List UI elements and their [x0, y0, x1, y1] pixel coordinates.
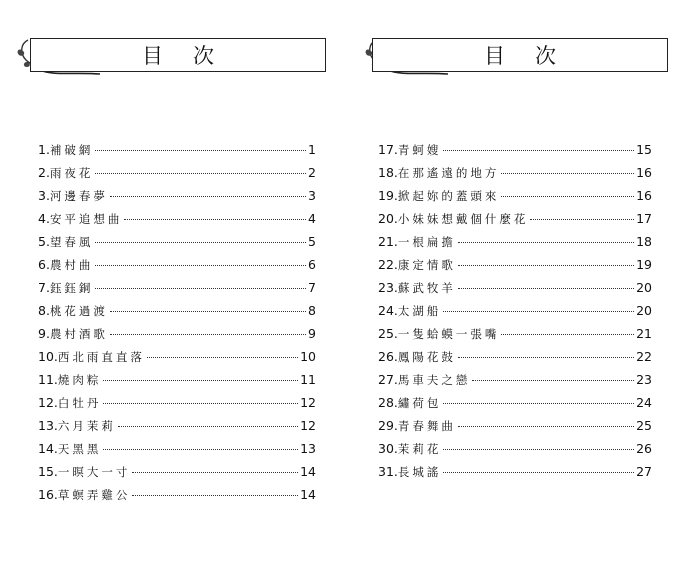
toc-entry-page: 25: [636, 418, 652, 433]
toc-list: [378, 142, 652, 487]
dot-leader: [147, 356, 298, 358]
toc-entry: [378, 165, 652, 188]
toc-entry: [378, 349, 652, 372]
toc-title-box: [372, 38, 668, 72]
toc-entry-number: 6.: [38, 257, 50, 272]
dot-leader: [95, 241, 306, 243]
toc-entry: [38, 487, 316, 510]
toc-entry-page: 14: [300, 487, 316, 502]
toc-entry-title: 在那遙遠的地方: [397, 166, 500, 180]
toc-entry: [378, 188, 652, 211]
toc-entry-title: 馬車夫之戀: [397, 373, 471, 387]
toc-entry-page: 26: [636, 441, 652, 456]
dot-leader: [530, 218, 634, 220]
toc-entry-page: 11: [300, 372, 316, 387]
toc-entry: [378, 257, 652, 280]
toc-entry: [38, 464, 316, 487]
toc-entry-page: 9: [308, 326, 316, 341]
toc-entry-title: 一根扁擔: [397, 235, 456, 249]
dot-leader: [443, 471, 634, 473]
dot-leader: [501, 333, 634, 335]
toc-entry-title: 西北雨直直落: [57, 350, 145, 364]
dot-leader: [443, 402, 634, 404]
toc-entry: [378, 464, 652, 487]
toc-entry-number: 13.: [38, 418, 58, 433]
toc-entry-number: 25.: [378, 326, 398, 341]
toc-entry: [38, 165, 316, 188]
toc-entry: [38, 349, 316, 372]
dot-leader: [501, 172, 634, 174]
toc-entry: [38, 211, 316, 234]
toc-entry-page: 7: [308, 280, 316, 295]
toc-entry-title: 鈺鈺銅: [49, 281, 94, 295]
toc-entry-title: 青蚵嫂: [397, 143, 442, 157]
toc-entry-page: 10: [300, 349, 316, 364]
toc-entry-number: 9.: [38, 326, 50, 341]
dot-leader: [443, 448, 634, 450]
dot-leader: [103, 379, 298, 381]
dot-leader: [95, 264, 306, 266]
toc-entry-page: 8: [308, 303, 316, 318]
toc-entry: [38, 372, 316, 395]
toc-entry: [378, 280, 652, 303]
page-title: 目次: [142, 44, 244, 68]
toc-entry-title: 繡荷包: [397, 396, 442, 410]
toc-entry: [38, 441, 316, 464]
dot-leader: [124, 218, 306, 220]
toc-entry-page: 24: [636, 395, 652, 410]
toc-entry-number: 18.: [378, 165, 398, 180]
toc-entry: [38, 303, 316, 326]
toc-entry: [38, 142, 316, 165]
toc-entry-title: 草螟弄雞公: [57, 488, 131, 502]
toc-entry-title: 小妹妹想戴個什麼花: [397, 212, 529, 226]
toc-entry-page: 14: [300, 464, 316, 479]
toc-entry: [378, 303, 652, 326]
toc-entry: [378, 372, 652, 395]
toc-entry: [38, 280, 316, 303]
dot-leader: [118, 425, 298, 427]
toc-entry-page: 4: [308, 211, 316, 226]
toc-entry-title: 掀起妳的蓋頭來: [397, 189, 500, 203]
dot-leader: [95, 287, 306, 289]
toc-entry-number: 17.: [378, 142, 398, 157]
dot-leader: [458, 241, 634, 243]
toc-entry-page: 27: [636, 464, 652, 479]
toc-entry-title: 河邊春夢: [49, 189, 108, 203]
toc-entry-title: 青春舞曲: [397, 419, 456, 433]
dot-leader: [458, 356, 634, 358]
toc-entry-title: 農村曲: [49, 258, 94, 272]
toc-entry-number: 22.: [378, 257, 398, 272]
toc-entry-title: 燒肉粽: [57, 373, 102, 387]
toc-entry-title: 桃花過渡: [49, 304, 108, 318]
toc-entry-page: 18: [636, 234, 652, 249]
toc-entry-number: 27.: [378, 372, 398, 387]
dot-leader: [458, 264, 634, 266]
toc-entry-page: 21: [636, 326, 652, 341]
dot-leader: [472, 379, 634, 381]
toc-entry-title: 鳳陽花鼓: [397, 350, 456, 364]
toc-entry-number: 31.: [378, 464, 398, 479]
dot-leader: [132, 471, 298, 473]
toc-entry: [378, 234, 652, 257]
dot-leader: [103, 402, 298, 404]
toc-entry-title: 安平追想曲: [49, 212, 123, 226]
toc-entry: [38, 418, 316, 441]
toc-entry-number: 19.: [378, 188, 398, 203]
toc-entry-page: 20: [636, 280, 652, 295]
toc-entry-page: 5: [308, 234, 316, 249]
toc-entry-page: 12: [300, 418, 316, 433]
toc-entry-title: 長城謠: [397, 465, 442, 479]
toc-entry-number: 15.: [38, 464, 58, 479]
toc-entry-page: 3: [308, 188, 316, 203]
toc-entry-title: 蘇武牧羊: [397, 281, 456, 295]
toc-entry-title: 六月茉莉: [57, 419, 116, 433]
toc-entry-page: 19: [636, 257, 652, 272]
toc-entry-title: 康定情歌: [397, 258, 456, 272]
toc-entry-page: 2: [308, 165, 316, 180]
toc-list: [38, 142, 316, 510]
toc-entry-page: 17: [636, 211, 652, 226]
toc-entry-title: 天黑黑: [57, 442, 102, 456]
toc-entry-title: 一暝大一寸: [57, 465, 131, 479]
toc-entry-number: 29.: [378, 418, 398, 433]
toc-entry-title: 望春風: [49, 235, 94, 249]
toc-entry-page: 23: [636, 372, 652, 387]
toc-entry: [378, 395, 652, 418]
toc-entry-number: 5.: [38, 234, 50, 249]
toc-entry: [378, 211, 652, 234]
toc-entry-title: 白牡丹: [57, 396, 102, 410]
toc-entry-number: 20.: [378, 211, 398, 226]
toc-entry-number: 4.: [38, 211, 50, 226]
dot-leader: [501, 195, 634, 197]
dot-leader: [103, 448, 298, 450]
dot-leader: [110, 310, 306, 312]
toc-entry: [38, 188, 316, 211]
toc-entry-number: 16.: [38, 487, 58, 502]
dot-leader: [95, 149, 306, 151]
toc-entry-page: 12: [300, 395, 316, 410]
toc-entry-number: 1.: [38, 142, 50, 157]
toc-entry-page: 20: [636, 303, 652, 318]
toc-entry-number: 11.: [38, 372, 58, 387]
toc-entry-title: 雨夜花: [49, 166, 94, 180]
toc-entry-number: 10.: [38, 349, 58, 364]
toc-entry: [38, 326, 316, 349]
toc-entry-title: 補破網: [49, 143, 94, 157]
dot-leader: [458, 425, 634, 427]
toc-entry-page: 22: [636, 349, 652, 364]
dot-leader: [443, 310, 634, 312]
toc-entry-title: 農村酒歌: [49, 327, 108, 341]
page-title: 目次: [484, 44, 586, 68]
toc-entry-number: 26.: [378, 349, 398, 364]
toc-entry-number: 23.: [378, 280, 398, 295]
toc-entry: [38, 257, 316, 280]
toc-entry-title: 太湖船: [397, 304, 442, 318]
toc-entry-number: 3.: [38, 188, 50, 203]
toc-entry: [378, 441, 652, 464]
toc-entry-number: 14.: [38, 441, 58, 456]
toc-entry-page: 13: [300, 441, 316, 456]
toc-entry-page: 6: [308, 257, 316, 272]
toc-entry: [38, 395, 316, 418]
toc-title-box: [30, 38, 326, 72]
toc-entry-page: 15: [636, 142, 652, 157]
toc-entry-number: 12.: [38, 395, 58, 410]
toc-entry: [38, 234, 316, 257]
dot-leader: [110, 195, 306, 197]
toc-entry-number: 28.: [378, 395, 398, 410]
dot-leader: [458, 287, 634, 289]
toc-entry-title: 茉莉花: [397, 442, 442, 456]
toc-entry-number: 8.: [38, 303, 50, 318]
dot-leader: [443, 149, 634, 151]
toc-entry: [378, 142, 652, 165]
toc-entry-number: 21.: [378, 234, 398, 249]
toc-entry-page: 1: [308, 142, 316, 157]
toc-entry: [378, 326, 652, 349]
dot-leader: [132, 494, 298, 496]
toc-entry-title: 一隻蛤蟆一張嘴: [397, 327, 500, 341]
toc-entry-number: 30.: [378, 441, 398, 456]
toc-entry-page: 16: [636, 188, 652, 203]
toc-entry-number: 24.: [378, 303, 398, 318]
toc-entry: [378, 418, 652, 441]
dot-leader: [110, 333, 306, 335]
right-page: [350, 0, 700, 575]
toc-entry-number: 7.: [38, 280, 50, 295]
toc-entry-page: 16: [636, 165, 652, 180]
dot-leader: [95, 172, 306, 174]
toc-entry-number: 2.: [38, 165, 50, 180]
